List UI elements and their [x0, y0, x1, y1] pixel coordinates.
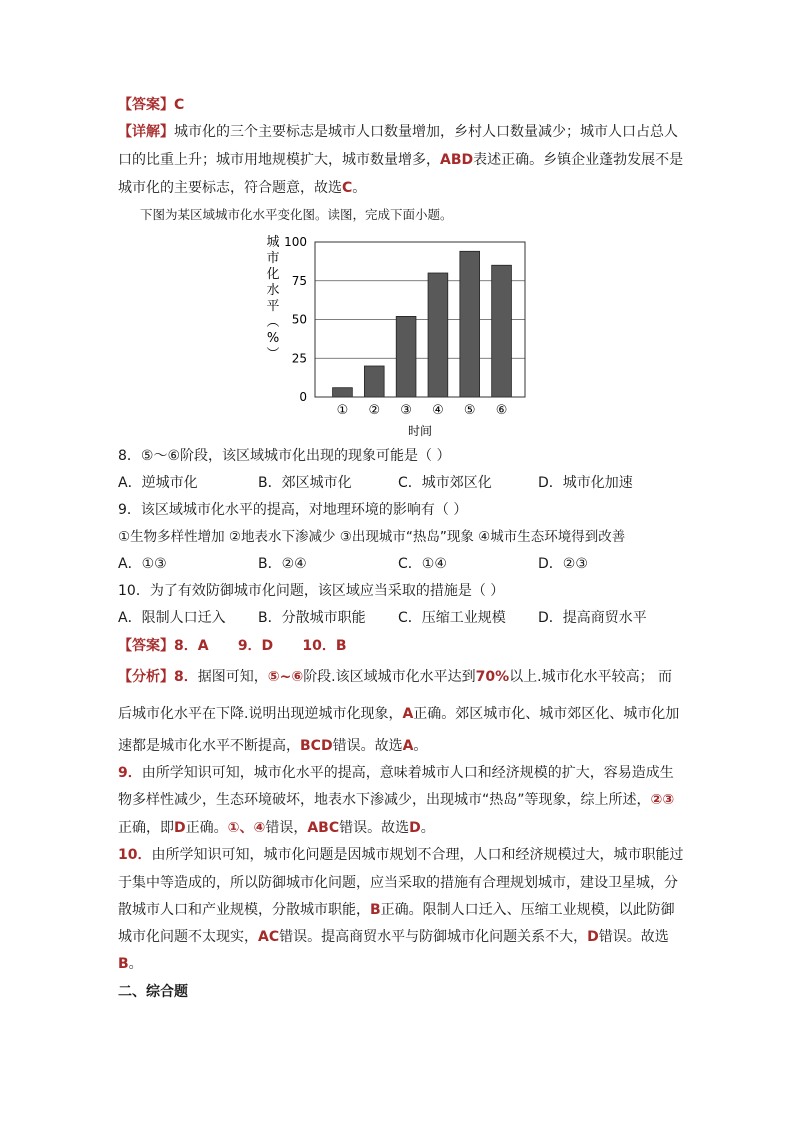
- analysis-text: 错误。故选: [339, 820, 410, 836]
- analysis-highlight: B: [370, 902, 381, 918]
- analysis-highlight: D: [409, 820, 421, 836]
- q10-option-a[interactable]: A．限制人口迁入: [118, 610, 226, 626]
- analysis-label: 【分析】: [118, 669, 174, 685]
- analysis-highlight: ABC: [307, 820, 340, 836]
- analysis-highlight: AC: [258, 929, 280, 945]
- analysis-number: 9．: [118, 765, 142, 781]
- analysis-text: 据图可知，: [197, 669, 268, 685]
- x-axis-label: 时间: [407, 424, 433, 438]
- bar: [364, 366, 384, 397]
- analysis-text: 散城市人口和产业规模，分散城市职能，: [118, 902, 370, 918]
- analysis-8-line-3: [118, 736, 427, 756]
- answer-label: 【答案】: [118, 97, 174, 113]
- analysis-highlight: ⑤~⑥: [267, 669, 304, 685]
- analysis-10-line-3: [118, 900, 675, 920]
- analysis-text: 。: [420, 820, 435, 836]
- bar: [333, 388, 353, 397]
- analysis-8-line-2: [118, 704, 679, 724]
- question-9-stem: 9．该区域城市化水平的提高，对地理环境的影响有（ ）: [118, 502, 468, 518]
- bar: [396, 316, 416, 397]
- q9-option-c[interactable]: C．①④: [398, 556, 447, 572]
- detail-text: 。: [352, 180, 367, 196]
- analysis-text: 于集中等造成的，所以防御城市化问题，应当采取的措施有合理规划城市，建设卫星城，分: [118, 875, 678, 891]
- analysis-text: 错误。故选: [332, 738, 403, 754]
- q8-option-b[interactable]: B．郊区城市化: [258, 475, 352, 491]
- analysis-number: 8．: [174, 669, 198, 685]
- detail-text: 表述正确。乡镇企业蓬勃发展不是: [473, 152, 684, 168]
- y-tick-label: 100: [284, 235, 307, 249]
- analysis-highlight: B: [118, 956, 129, 972]
- question-intro: 下图为某区域城市化水平变化图。读图，完成下面小题。: [140, 207, 453, 222]
- analysis-10-line-2: [118, 873, 678, 893]
- detail-text: 城市化的三个主要标志是城市人口数量增加，乡村人口数量减少；城市人口占总人: [174, 124, 678, 140]
- y-axis-label: 城市化水平︵ % ︶: [266, 235, 280, 362]
- q10-option-b[interactable]: B．分散城市职能: [258, 610, 366, 626]
- analysis-text: 正确。: [185, 820, 228, 836]
- analysis-10-line-5: [118, 954, 143, 974]
- analysis-text: 。: [128, 956, 143, 972]
- bar: [460, 251, 480, 397]
- analysis-text: 正确。限制人口迁入、压缩工业规模，以此防御: [380, 902, 675, 918]
- answer-value: 8．A 9．D 10．B: [174, 638, 347, 654]
- answer-line-2: [118, 636, 347, 656]
- analysis-highlight: D: [174, 820, 186, 836]
- analysis-text: 错误。提高商贸水平与防御城市化问题关系不大，: [279, 929, 588, 945]
- analysis-text: 由所学知识可知，城市化水平的提高，意味着城市人口和经济规模的扩大，容易造成生: [141, 765, 674, 781]
- detail-answer: ABD: [440, 152, 474, 168]
- analysis-8-line-1: [118, 667, 672, 687]
- urbanization-bar-chart: [255, 232, 545, 442]
- analysis-highlight: ①、④: [227, 820, 266, 836]
- question-9-statements: ①生物多样性增加 ②地表水下渗减少 ③出现城市“热岛”现象 ④城市生态环境得到改善: [118, 529, 626, 545]
- q10-option-d[interactable]: D．提高商贸水平: [538, 610, 647, 626]
- analysis-text: 后城市化水平在下降.说明出现逆城市化现象，: [118, 706, 403, 722]
- analysis-text: 由所学知识可知，城市化问题是因城市规划不合理，人口和经济规模过大，城市职能过: [151, 847, 684, 863]
- x-tick-label: ⑤: [463, 403, 476, 418]
- y-tick-label: 25: [291, 351, 307, 366]
- answer-line-1: [118, 95, 184, 115]
- analysis-text: 正确，即: [118, 820, 174, 836]
- y-tick-label: 0: [299, 390, 307, 404]
- analysis-text: 以上.城市化水平较高； 而: [509, 669, 673, 685]
- analysis-text: 阶段.该区域城市化水平达到: [303, 669, 476, 685]
- analysis-highlight: A: [402, 738, 414, 754]
- analysis-9-line-1: [118, 763, 674, 783]
- answer-value: C: [174, 97, 185, 113]
- detail-text: 城市化的主要标志，符合题意，故选: [118, 180, 342, 196]
- detail-line-3: [118, 178, 366, 198]
- analysis-text: 错误。故选: [598, 929, 669, 945]
- q9-option-d[interactable]: D．②③: [538, 556, 588, 572]
- detail-line-2: [118, 150, 683, 170]
- detail-label: 【详解】: [118, 124, 174, 140]
- x-tick-label: ③: [400, 403, 412, 418]
- analysis-text: 城市化问题不太现实，: [118, 929, 258, 945]
- q10-option-c[interactable]: C．压缩工业规模: [398, 610, 506, 626]
- x-tick-label: ①: [336, 403, 349, 418]
- bars: [333, 251, 512, 397]
- q8-option-c[interactable]: C．城市郊区化: [398, 475, 492, 491]
- bar: [492, 265, 512, 397]
- analysis-highlight: D: [587, 929, 599, 945]
- x-ticks: [337, 403, 508, 418]
- analysis-text: 错误，: [265, 820, 308, 836]
- x-tick-label: ④: [432, 403, 444, 418]
- detail-text: 口的比重上升；城市用地规模扩大，城市数量增多，: [118, 152, 440, 168]
- analysis-highlight: 70%: [475, 669, 510, 685]
- analysis-text: 。: [413, 738, 428, 754]
- q9-option-b[interactable]: B．②④: [258, 556, 307, 572]
- analysis-highlight: A: [402, 706, 414, 722]
- analysis-10-line-4: [118, 927, 669, 947]
- analysis-text: 速都是城市化水平不断提高，: [118, 738, 300, 754]
- analysis-text: 物多样性减少，生态环境破坏，地表水下渗减少，出现城市“热岛”等现象，综上所述，: [118, 792, 651, 808]
- y-tick-label: 75: [291, 273, 307, 288]
- analysis-9-line-2: [118, 790, 674, 810]
- y-ticks: [284, 235, 307, 404]
- detail-line-1: [118, 122, 678, 142]
- analysis-9-line-3: [118, 818, 435, 838]
- analysis-10-line-1: [118, 845, 683, 865]
- y-tick-label: 50: [291, 312, 307, 327]
- detail-answer: C: [342, 180, 353, 196]
- answer-label: 【答案】: [118, 638, 174, 654]
- x-tick-label: ②: [368, 403, 381, 418]
- analysis-number: 10．: [118, 847, 152, 863]
- question-10-stem: 10．为了有效防御城市化问题，该区域应当采取的措施是（ ）: [118, 583, 505, 599]
- q8-option-a[interactable]: A．逆城市化: [118, 475, 198, 491]
- question-8-stem: 8．⑤～⑥阶段，该区域城市化出现的现象可能是（ ）: [118, 448, 451, 464]
- q9-option-a[interactable]: A．①③: [118, 556, 167, 572]
- section-heading: 二、综合题: [118, 984, 188, 1000]
- x-tick-label: ⑥: [495, 403, 508, 418]
- analysis-highlight: ②③: [650, 792, 675, 808]
- analysis-text: 正确。郊区城市化、城市郊区化、城市化加: [413, 706, 680, 722]
- bar: [428, 273, 448, 397]
- analysis-highlight: BCD: [300, 738, 333, 754]
- q8-option-d[interactable]: D．城市化加速: [538, 475, 633, 491]
